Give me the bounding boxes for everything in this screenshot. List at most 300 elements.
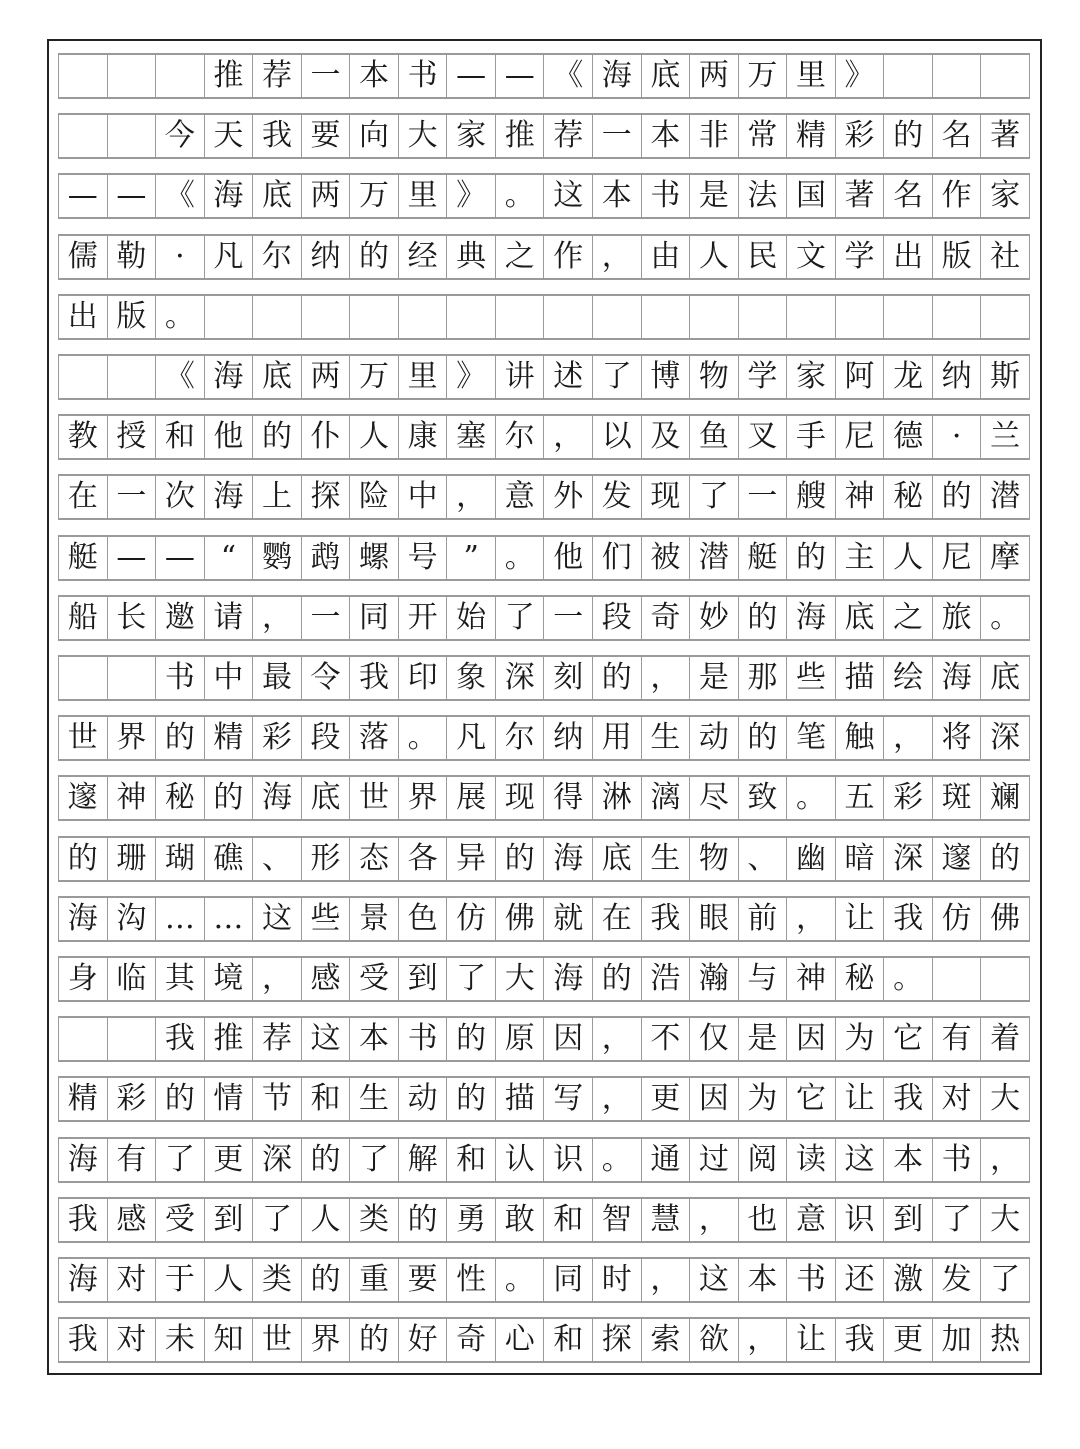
grid-cell: 彩	[108, 1078, 157, 1120]
grid-cell: 文	[787, 236, 836, 278]
grid-cell	[447, 296, 496, 338]
grid-cell: 潜	[981, 476, 1030, 518]
grid-cell: 天	[205, 115, 254, 157]
grid-cell: 对	[108, 1319, 157, 1361]
grid-cell: 生	[350, 1078, 399, 1120]
grid-cell: 海	[544, 838, 593, 880]
grid-cell: ，	[447, 476, 496, 518]
grid-cell: 阅	[739, 1139, 788, 1181]
grid-cell	[205, 296, 254, 338]
grid-cell: 底	[593, 838, 642, 880]
grid-cell: 鹉	[302, 537, 351, 579]
grid-cell: 精	[205, 717, 254, 759]
grid-cell: 的	[496, 838, 545, 880]
grid-cell: ·	[156, 236, 205, 278]
grid-cell: 仅	[690, 1018, 739, 1060]
grid-cell: 五	[836, 777, 885, 819]
grid-cell: 了	[496, 597, 545, 639]
grid-cell: 还	[836, 1259, 885, 1301]
grid-cell	[690, 296, 739, 338]
grid-cell: 不	[642, 1018, 691, 1060]
grid-cell: ，	[981, 1139, 1030, 1181]
grid-cell: 。	[496, 537, 545, 579]
grid-cell: 推	[205, 55, 254, 97]
grid-cell: 界	[108, 717, 157, 759]
grid-cell: 德	[884, 416, 933, 458]
grid-cell: 境	[205, 958, 254, 1000]
grid-cell: 受	[156, 1199, 205, 1241]
grid-cell: 着	[981, 1018, 1030, 1060]
grid-cell: 了	[350, 1139, 399, 1181]
grid-cell: 了	[690, 476, 739, 518]
grid-cell: “	[205, 537, 254, 579]
grid-cell: 要	[302, 115, 351, 157]
grid-cell	[108, 657, 157, 699]
grid-cell: ，	[593, 236, 642, 278]
grid-cell: 现	[642, 476, 691, 518]
grid-cell: 里	[787, 55, 836, 97]
grid-cell: 展	[447, 777, 496, 819]
grid-cell: —	[108, 537, 157, 579]
grid-row	[58, 234, 1030, 280]
grid-cell: 我	[350, 657, 399, 699]
grid-cell: 万	[350, 356, 399, 398]
grid-cell: 让	[836, 898, 885, 940]
grid-cell: 潜	[690, 537, 739, 579]
grid-cell: 类	[350, 1199, 399, 1241]
grid-cell: 典	[447, 236, 496, 278]
grid-cell: 重	[350, 1259, 399, 1301]
grid-cell: 临	[108, 958, 157, 1000]
grid-cell: 尼	[836, 416, 885, 458]
grid-cell: 讲	[496, 356, 545, 398]
grid-cell: 海	[205, 356, 254, 398]
grid-cell: 以	[593, 416, 642, 458]
grid-cell: 著	[836, 175, 885, 217]
grid-row	[58, 655, 1030, 701]
grid-cell: 的	[156, 717, 205, 759]
grid-cell: 意	[496, 476, 545, 518]
grid-cell: 神	[787, 958, 836, 1000]
grid-cell: 名	[884, 175, 933, 217]
grid-cell: 动	[690, 717, 739, 759]
grid-cell: 一	[739, 476, 788, 518]
grid-cell: —	[59, 175, 108, 217]
grid-cell: 认	[496, 1139, 545, 1181]
grid-row	[58, 113, 1030, 159]
grid-cell: 瀚	[690, 958, 739, 1000]
grid-cell: 大	[496, 958, 545, 1000]
grid-cell: 性	[447, 1259, 496, 1301]
grid-cell: 些	[302, 898, 351, 940]
grid-cell: 《	[544, 55, 593, 97]
grid-cell: 些	[787, 657, 836, 699]
grid-cell: 万	[739, 55, 788, 97]
grid-cell: 探	[593, 1319, 642, 1361]
grid-cell: 纳	[933, 356, 982, 398]
grid-cell: 授	[108, 416, 157, 458]
grid-cell	[108, 1018, 157, 1060]
grid-cell: 漓	[642, 777, 691, 819]
grid-cell: 被	[642, 537, 691, 579]
grid-cell: 用	[593, 717, 642, 759]
grid-cell: 出	[59, 296, 108, 338]
grid-cell: —	[156, 537, 205, 579]
grid-cell: 底	[253, 356, 302, 398]
grid-cell: 。	[593, 1139, 642, 1181]
grid-cell: 触	[836, 717, 885, 759]
grid-cell: 的	[787, 537, 836, 579]
grid-cell: 书	[933, 1139, 982, 1181]
grid-cell: 更	[884, 1319, 933, 1361]
grid-cell: 这	[690, 1259, 739, 1301]
grid-cell: 我	[884, 1078, 933, 1120]
grid-cell: 仿	[933, 898, 982, 940]
grid-cell: 海	[205, 175, 254, 217]
grid-cell: 让	[836, 1078, 885, 1120]
grid-cell	[108, 115, 157, 157]
grid-cell: 意	[787, 1199, 836, 1241]
grid-cell	[884, 296, 933, 338]
grid-cell: 象	[447, 657, 496, 699]
grid-cell: ，	[253, 958, 302, 1000]
grid-cell: 勒	[108, 236, 157, 278]
grid-cell: —	[108, 175, 157, 217]
grid-cell: 令	[302, 657, 351, 699]
grid-cell: ·	[933, 416, 982, 458]
grid-cell: 教	[59, 416, 108, 458]
grid-cell	[981, 296, 1030, 338]
grid-cell: 。	[156, 296, 205, 338]
grid-cell: 到	[205, 1199, 254, 1241]
grid-cell: 海	[787, 597, 836, 639]
grid-cell: 到	[399, 958, 448, 1000]
grid-cell: 在	[593, 898, 642, 940]
grid-cell: 智	[593, 1199, 642, 1241]
grid-cell: 本	[593, 175, 642, 217]
grid-cell: 人	[205, 1259, 254, 1301]
grid-cell: 前	[739, 898, 788, 940]
grid-cell: 过	[690, 1139, 739, 1181]
grid-cell: 有	[933, 1018, 982, 1060]
grid-cell: 。	[496, 175, 545, 217]
grid-cell: 妙	[690, 597, 739, 639]
grid-row	[58, 595, 1030, 641]
grid-cell	[933, 55, 982, 97]
grid-cell: 仿	[447, 898, 496, 940]
grid-cell: 。	[496, 1259, 545, 1301]
grid-cell: 艇	[739, 537, 788, 579]
grid-row	[58, 173, 1030, 219]
grid-cell: 本	[350, 55, 399, 97]
grid-cell: 的	[447, 1078, 496, 1120]
grid-cell: 为	[739, 1078, 788, 1120]
grid-cell: 世	[59, 717, 108, 759]
grid-cell: 发	[593, 476, 642, 518]
grid-cell: 和	[447, 1139, 496, 1181]
grid-cell: 与	[739, 958, 788, 1000]
grid-cell: 世	[253, 1319, 302, 1361]
grid-cell: 心	[496, 1319, 545, 1361]
grid-cell: 本	[884, 1139, 933, 1181]
grid-cell	[59, 55, 108, 97]
grid-cell: 秘	[884, 476, 933, 518]
grid-cell: 我	[59, 1319, 108, 1361]
grid-cell: 海	[253, 777, 302, 819]
grid-cell: 学	[739, 356, 788, 398]
grid-cell: ”	[447, 537, 496, 579]
grid-cell: 始	[447, 597, 496, 639]
grid-cell: 的	[981, 838, 1030, 880]
grid-cell: 因	[544, 1018, 593, 1060]
grid-cell: 好	[399, 1319, 448, 1361]
grid-cell: 那	[739, 657, 788, 699]
grid-cell: 激	[884, 1259, 933, 1301]
grid-cell: 就	[544, 898, 593, 940]
grid-cell	[302, 296, 351, 338]
grid-cell: 底	[981, 657, 1030, 699]
grid-cell: 知	[205, 1319, 254, 1361]
grid-cell: 感	[302, 958, 351, 1000]
grid-cell: 色	[399, 898, 448, 940]
grid-cell: 因	[787, 1018, 836, 1060]
grid-cell: 得	[544, 777, 593, 819]
grid-cell: 世	[350, 777, 399, 819]
grid-cell: 家	[787, 356, 836, 398]
grid-cell: 的	[302, 1139, 351, 1181]
grid-cell: 感	[108, 1199, 157, 1241]
grid-cell: 描	[496, 1078, 545, 1120]
grid-cell	[981, 55, 1030, 97]
grid-cell: 深	[884, 838, 933, 880]
grid-row	[58, 414, 1030, 460]
grid-cell: 人	[350, 416, 399, 458]
grid-row	[58, 836, 1030, 882]
grid-cell: 物	[690, 838, 739, 880]
grid-cell: 。	[981, 597, 1030, 639]
grid-cell: 荐	[253, 55, 302, 97]
grid-cell: 次	[156, 476, 205, 518]
grid-cell: 大	[981, 1078, 1030, 1120]
grid-cell: 探	[302, 476, 351, 518]
grid-cell: ，	[884, 717, 933, 759]
grid-cell: 佛	[496, 898, 545, 940]
grid-cell: 。	[787, 777, 836, 819]
grid-cell: 了	[156, 1139, 205, 1181]
grid-cell: 浩	[642, 958, 691, 1000]
grid-cell: 家	[447, 115, 496, 157]
grid-cell: 手	[787, 416, 836, 458]
grid-cell: 本	[350, 1018, 399, 1060]
grid-cell: 了	[447, 958, 496, 1000]
grid-cell: 因	[690, 1078, 739, 1120]
grid-cell	[399, 296, 448, 338]
grid-row	[58, 896, 1030, 942]
grid-cell: 敢	[496, 1199, 545, 1241]
grid-cell: 我	[642, 898, 691, 940]
grid-cell: 界	[399, 777, 448, 819]
grid-cell: 的	[253, 416, 302, 458]
grid-cell: 是	[690, 175, 739, 217]
grid-cell: 请	[205, 597, 254, 639]
grid-cell: 。	[884, 958, 933, 1000]
grid-cell: 类	[253, 1259, 302, 1301]
grid-cell: 兰	[981, 416, 1030, 458]
grid-cell: ，	[593, 1018, 642, 1060]
grid-cell: 》	[447, 175, 496, 217]
grid-cell: 》	[836, 55, 885, 97]
grid-cell: 形	[302, 838, 351, 880]
grid-cell: 识	[836, 1199, 885, 1241]
grid-row	[58, 1317, 1030, 1363]
grid-cell: …	[156, 898, 205, 940]
grid-cell: 生	[642, 838, 691, 880]
grid-cell: 里	[399, 356, 448, 398]
grid-cell: 版	[933, 236, 982, 278]
grid-cell: 了	[593, 356, 642, 398]
grid-cell: 也	[739, 1199, 788, 1241]
grid-cell: 在	[59, 476, 108, 518]
grid-row	[58, 53, 1030, 99]
grid-cell: 他	[544, 537, 593, 579]
grid-row	[58, 956, 1030, 1002]
grid-cell: 慧	[642, 1199, 691, 1241]
grid-cell: 深	[981, 717, 1030, 759]
grid-cell: 书	[399, 1018, 448, 1060]
grid-cell	[739, 296, 788, 338]
grid-cell: 尔	[496, 717, 545, 759]
grid-cell: 的	[593, 657, 642, 699]
grid-cell: 凡	[205, 236, 254, 278]
grid-cell: 海	[59, 1259, 108, 1301]
grid-cell	[59, 657, 108, 699]
grid-cell: 家	[981, 175, 1030, 217]
grid-cell: 中	[399, 476, 448, 518]
grid-cell: 旅	[933, 597, 982, 639]
grid-cell: 底	[253, 175, 302, 217]
grid-cell: 要	[399, 1259, 448, 1301]
grid-cell: 礁	[205, 838, 254, 880]
grid-cell: 其	[156, 958, 205, 1000]
grid-cell: 原	[496, 1018, 545, 1060]
grid-cell: 的	[593, 958, 642, 1000]
grid-cell: …	[205, 898, 254, 940]
grid-cell: 的	[739, 717, 788, 759]
grid-cell	[933, 958, 982, 1000]
grid-cell: 万	[350, 175, 399, 217]
grid-cell: 向	[350, 115, 399, 157]
grid-cell: 落	[350, 717, 399, 759]
grid-cell: 解	[399, 1139, 448, 1181]
grid-cell: 是	[739, 1018, 788, 1060]
grid-cell: 号	[399, 537, 448, 579]
grid-cell: 深	[253, 1139, 302, 1181]
grid-cell	[884, 55, 933, 97]
grid-cell: 的	[350, 236, 399, 278]
grid-cell: 长	[108, 597, 157, 639]
grid-cell: 纳	[544, 717, 593, 759]
grid-cell: 识	[544, 1139, 593, 1181]
grid-cell: 《	[156, 356, 205, 398]
grid-cell: 。	[399, 717, 448, 759]
grid-cell: 刻	[544, 657, 593, 699]
grid-cell: 一	[108, 476, 157, 518]
grid-cell: 幽	[787, 838, 836, 880]
grid-cell: 段	[593, 597, 642, 639]
grid-cell: 之	[496, 236, 545, 278]
grid-cell: 尼	[933, 537, 982, 579]
grid-cell: 我	[884, 898, 933, 940]
grid-cell: 的	[884, 115, 933, 157]
grid-cell: 受	[350, 958, 399, 1000]
grid-cell: ，	[642, 657, 691, 699]
grid-cell: 写	[544, 1078, 593, 1120]
grid-cell: 两	[302, 356, 351, 398]
grid-row	[58, 474, 1030, 520]
grid-cell: 这	[544, 175, 593, 217]
grid-cell: 斯	[981, 356, 1030, 398]
grid-cell	[642, 296, 691, 338]
grid-cell: 》	[447, 356, 496, 398]
grid-cell: 作	[544, 236, 593, 278]
grid-cell: 《	[156, 175, 205, 217]
grid-cell: 沟	[108, 898, 157, 940]
grid-cell: 身	[59, 958, 108, 1000]
grid-cell: 和	[302, 1078, 351, 1120]
grid-row	[58, 1197, 1030, 1243]
grid-cell: 鹦	[253, 537, 302, 579]
grid-cell: 非	[690, 115, 739, 157]
grid-cell: 、	[253, 838, 302, 880]
grid-cell: 艘	[787, 476, 836, 518]
grid-cell: 出	[884, 236, 933, 278]
grid-cell: 让	[787, 1319, 836, 1361]
grid-cell: 人	[884, 537, 933, 579]
grid-cell: 摩	[981, 537, 1030, 579]
grid-cell: 名	[933, 115, 982, 157]
grid-cell	[350, 296, 399, 338]
grid-cell: 我	[836, 1319, 885, 1361]
grid-cell: 将	[933, 717, 982, 759]
grid-cell: 读	[787, 1139, 836, 1181]
grid-cell: ，	[593, 1078, 642, 1120]
grid-cell: 两	[302, 175, 351, 217]
grid-cell: 人	[690, 236, 739, 278]
grid-row	[58, 535, 1030, 581]
grid-cell: 神	[108, 777, 157, 819]
grid-cell: 眼	[690, 898, 739, 940]
grid-cell: 了	[933, 1199, 982, 1241]
grid-cell: 为	[836, 1018, 885, 1060]
grid-cell: 更	[642, 1078, 691, 1120]
grid-cell: 书	[156, 657, 205, 699]
grid-cell: 时	[593, 1259, 642, 1301]
grid-cell: 荐	[253, 1018, 302, 1060]
grid-cell: 索	[642, 1319, 691, 1361]
grid-row	[58, 1076, 1030, 1122]
grid-cell: 于	[156, 1259, 205, 1301]
grid-cell: 秘	[156, 777, 205, 819]
grid-cell: 致	[739, 777, 788, 819]
grid-cell: 我	[59, 1199, 108, 1241]
grid-cell: 物	[690, 356, 739, 398]
grid-cell: 里	[399, 175, 448, 217]
grid-cell: 和	[544, 1199, 593, 1241]
grid-cell: 同	[544, 1259, 593, 1301]
grid-cell: 仆	[302, 416, 351, 458]
grid-cell: 斓	[981, 777, 1030, 819]
grid-cell: ，	[787, 898, 836, 940]
